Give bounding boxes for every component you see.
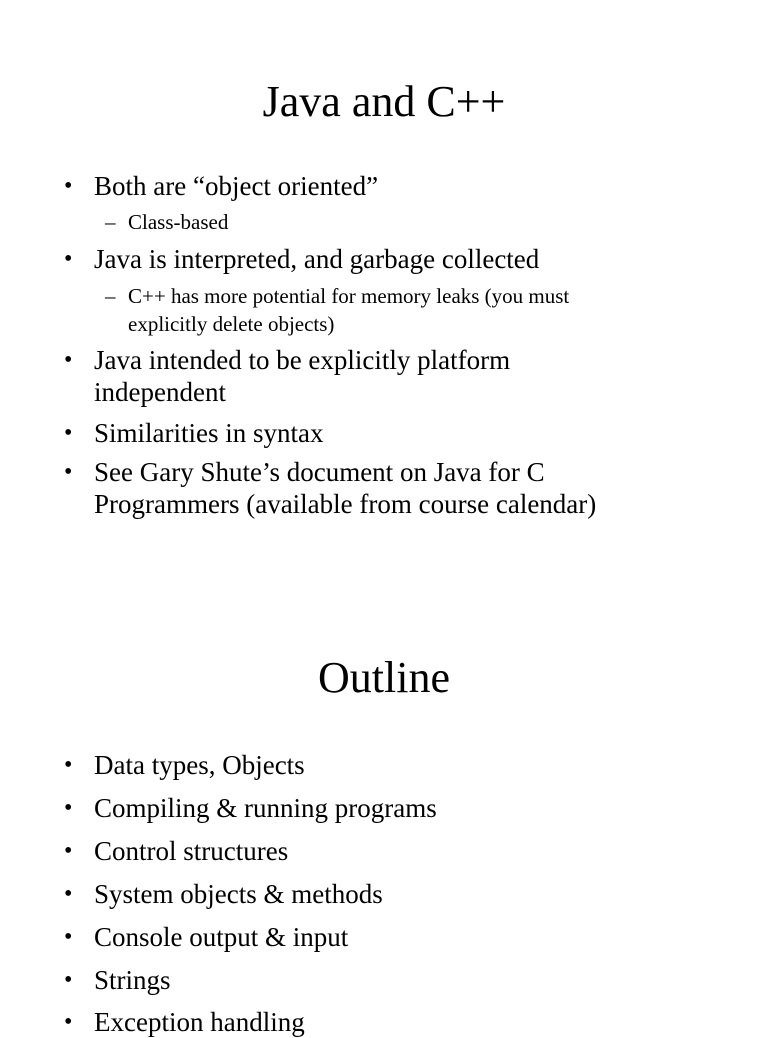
- bullet-icon: •: [64, 752, 73, 778]
- dash-icon: –: [105, 284, 116, 308]
- bullet-icon: •: [64, 420, 73, 446]
- bullet-text: Control structures: [94, 836, 289, 866]
- slide-title: Java and C++: [262, 77, 506, 126]
- bullet-text: Exception handling: [94, 1007, 305, 1037]
- bullet-text: Strings: [94, 965, 171, 995]
- sub-bullet-text: Class-based: [128, 210, 229, 234]
- bullet-text: System objects & methods: [94, 879, 383, 909]
- bullet-icon: •: [64, 967, 73, 993]
- bullet-icon: •: [64, 347, 73, 373]
- bullet-text-continued: Programmers (available from course calendar): [94, 489, 597, 519]
- bullet-text: Console output & input: [94, 922, 349, 952]
- bullet-icon: •: [64, 881, 73, 907]
- bullet-text: Java is interpreted, and garbage collected: [94, 244, 540, 274]
- slide-outline: [0, 600, 768, 1037]
- bullet-text: See Gary Shute’s document on Java for C: [94, 457, 545, 487]
- bullet-icon: •: [64, 459, 73, 485]
- bullet-text-continued: independent: [94, 377, 226, 407]
- bullet-text: Compiling & running programs: [94, 793, 437, 823]
- bullet-icon: •: [64, 838, 73, 864]
- bullet-text: Java intended to be explicitly platform: [94, 345, 511, 375]
- bullet-icon: •: [64, 246, 73, 272]
- bullet-icon: •: [64, 795, 73, 821]
- slide-title: Outline: [318, 653, 450, 702]
- bullet-icon: •: [64, 924, 73, 950]
- sub-bullet-text: C++ has more potential for memory leaks (you must: [128, 284, 570, 308]
- bullet-text: Both are “object oriented”: [94, 171, 379, 201]
- bullet-icon: •: [64, 173, 73, 199]
- bullet-text: Data types, Objects: [94, 750, 305, 780]
- sub-bullet-text-continued: explicitly delete objects): [128, 312, 335, 336]
- bullet-text: Similarities in syntax: [94, 418, 324, 448]
- dash-icon: –: [105, 210, 116, 234]
- bullet-icon: •: [64, 1009, 73, 1035]
